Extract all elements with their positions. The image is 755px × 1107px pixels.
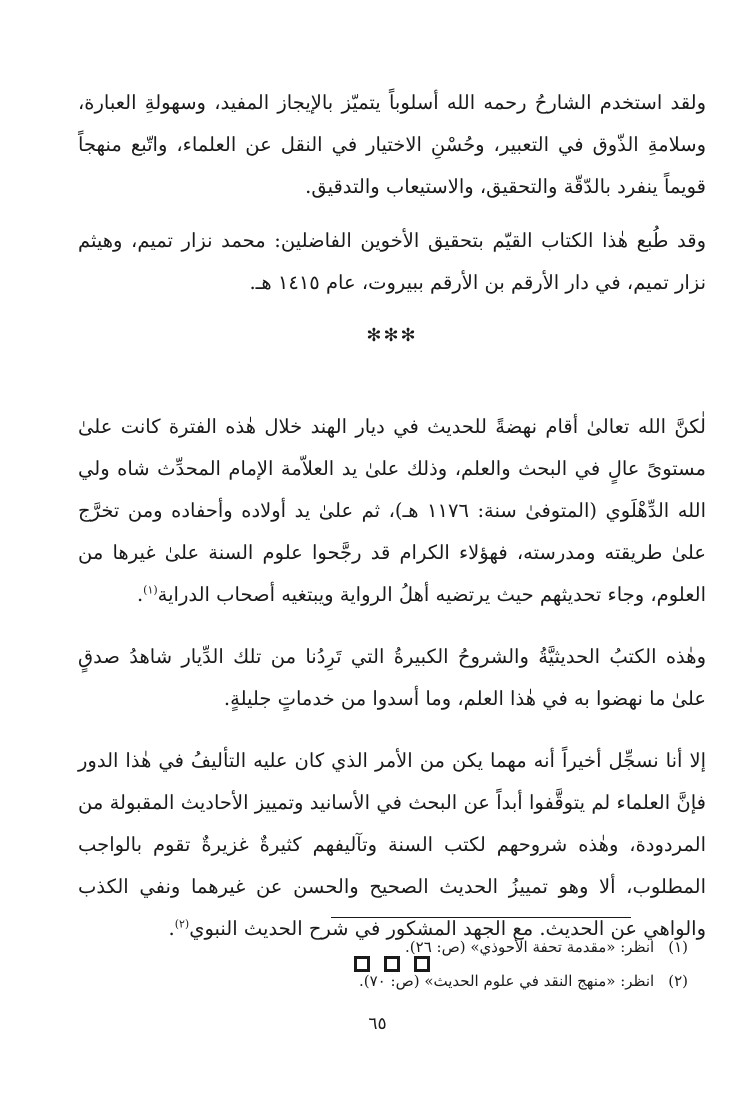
paragraph-4: وهٰذه الكتبُ الحديثيَّةُ والشروحُ الكبيرةُ التي تَرِدُنا من تلك الدِّيار شاهدُ صدقٍ علىٰ ما نهضوا به في هٰذا العلم، وما أسدوا من خدماتٍ جليلةٍ. — [78, 645, 706, 710]
footnote-1-text: انظر: «مقدمة تحفة الأحوذي» (ص: ٢٦). — [405, 938, 655, 956]
paragraph-1: ولقد استخدم الشارحُ رحمه الله أسلوباً يتميّز بالإيجاز المفيد، وسهولةِ العبارة، وسلامةِ الذّوق في التعبير، وحُسْنِ الاختيار في النقل عن العلماء، واتّبع منهجاً قويماً ينفرد بالدّقّة والتحقيق، والاستيعاب والتدقيق. — [78, 91, 706, 198]
footnote-ref-2: (٢) — [174, 917, 190, 931]
paragraph-5-text: إلا أنا نسجِّل أخيراً أنه مهما يكن من الأمر الذي كان عليه التأليفُ في هٰذا الدور فإنَّ العلماء لم يتوقَّفوا أبداً عن البحث في الأسانيد وتمييز الأحاديث المقبولة من المردودة، وهٰذه شروحهم لكتب السنة وتآليفهم كثيرةٌ غزيرةٌ تقوم بالواجب المطلوب، ألا وهو تمييزُ الحديث الصحيح والحسن عن غيرهما ونفي الكذب والواهي عن الحديث. مع الجهد المشكور في شرح الحديث النبوي — [78, 749, 706, 940]
page-body — [78, 82, 706, 972]
footnote-1-number: (١) — [668, 938, 688, 956]
footnote-ref-1: (١) — [143, 583, 158, 597]
paragraph-3 — [78, 406, 706, 616]
section-separator: ✻✻✻ — [366, 325, 418, 346]
paragraph-2: وقد طُبع هٰذا الكتاب القيّم بتحقيق الأخوين الفاضلين: محمد نزار تميم، وهيثم نزار تميم، في دار الأرقم بن الأرقم ببيروت، عام ١٤١٥ هـ. — [78, 229, 706, 294]
footnotes — [78, 930, 706, 998]
footnote-2-number: (٢) — [668, 972, 688, 990]
paragraph-5-end: . — [168, 917, 175, 940]
footnote-2-text: انظر: «منهج النقد في علوم الحديث» (ص: ٧٠). — [359, 972, 655, 990]
page-number: ٦٥ — [368, 1014, 387, 1034]
paragraph-3-text: لٰكنَّ الله تعالىٰ أقام نهضةً للحديث في ديار الهند خلال هٰذه الفترة كانت علىٰ مستوىً عالٍ في البحث والعلم، وذلك علىٰ يد العلاّمة الإمام المحدِّث شاه ولي الله الدِّهْلَوي (المتوفىٰ سنة: ١١٧٦ هـ)، ثم علىٰ يد أولاده وأحفاده ومن تخرَّج علىٰ طريقته ومدرسته، فهؤلاء الكرام قد رجَّحوا علوم السنة علىٰ غيرها من العلوم، وجاء تحديثهم حيث يرتضيه أهلُ الرواية ويبتغيه أصحاب الدراية — [78, 415, 706, 606]
footnote-2 — [78, 964, 706, 998]
paragraph-3-end: . — [136, 583, 144, 606]
paragraph-5 — [78, 740, 706, 950]
footnote-1 — [78, 930, 706, 964]
footnote-divider — [331, 917, 631, 918]
